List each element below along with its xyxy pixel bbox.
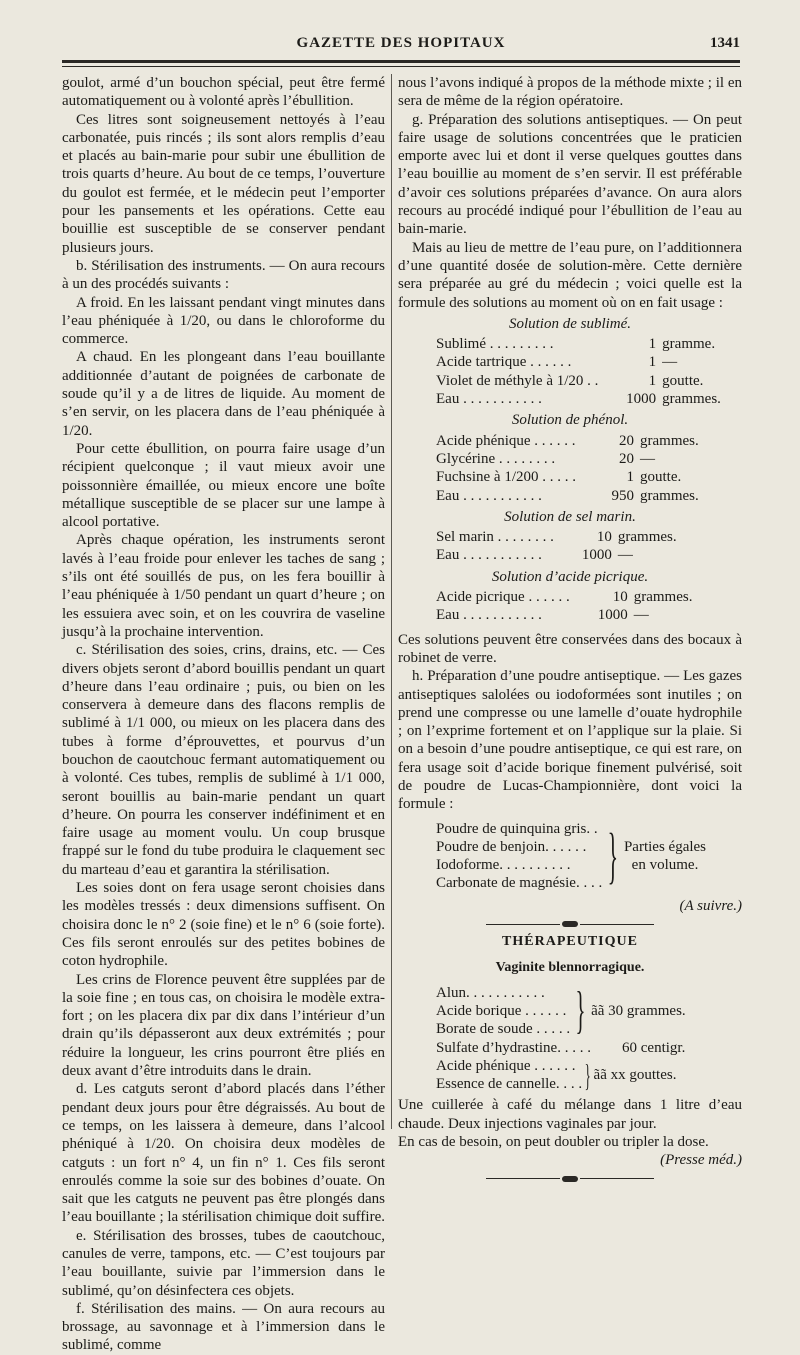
ingredient: Eau . . . . . . . . . . . <box>436 391 542 408</box>
prescription-ingredients <box>436 1057 582 1094</box>
prescription-group <box>436 1057 742 1094</box>
solution-phenol <box>398 411 742 504</box>
unit: grammes. <box>640 487 699 504</box>
ornament-dot <box>562 1176 578 1182</box>
solution-title: Solution de sel marin. <box>504 508 636 525</box>
page-number: 1341 <box>710 35 740 51</box>
prescription-quantity: ãã 30 grammes. <box>591 1002 686 1019</box>
paragraph: g. Préparation des solutions antiseptiques. — On peut faire usage de solutions concentrées que le praticien emporte avec lui et dont il verse quelques gouttes dans l’eau bouillie au moment de s’en servir. Il est préférable d’avoir ces solutions préparées d’avance. On aura alors recours au procédé indiqué pour l’ébullition de l’eau au bain-marie. <box>398 111 742 238</box>
paragraph: d. Les catguts seront d’abord placés dans l’éther pendant deux jours pour être dégraissés. Au bout de ce temps, on les laissera à demeure, dans l’alcool phéniqué à 1/20. On choisira deux modèles de catguts : un fort n° 4, un fin n° 1. Ces fils seront enroulés comme la soie sur des bobines d’ouate. On sait que les catguts ne peuvent pas être plongés dans l’eau bouillante ; la stérilisation chimique doit suffire. <box>62 1081 385 1226</box>
powder-formula <box>436 820 742 893</box>
quantity: 1000 <box>626 391 657 408</box>
solution-acide-picrique <box>398 568 742 625</box>
paragraph: Les soies dont on fera usage seront choisies dans les modèles tressés : deux dimensions suffisent. On choisira donc le n° 2 (soie fine) et le n° 6 (soie forte). Ces fils seront enroulés sur des petites bobines de coton hydrophile. <box>62 880 385 970</box>
ingredient: Acide tartrique . . . . . . <box>436 354 572 371</box>
header-rule-thin <box>62 66 740 67</box>
unit: goutte. <box>640 469 682 486</box>
formula-row <box>436 390 742 408</box>
paragraph: Une cuillerée à café du mélange dans 1 litre d’eau chaude. Deux injections vaginales par jour. <box>398 1097 742 1132</box>
column-divider <box>391 74 392 1129</box>
formula-row <box>436 546 698 564</box>
unit: grammes. <box>617 529 677 546</box>
ingredient: Poudre de quinquina gris. . <box>436 820 598 837</box>
powder-ingredients <box>436 820 602 893</box>
formula-row <box>436 372 742 390</box>
powder-proportion <box>624 838 706 875</box>
formula-row <box>436 353 742 371</box>
ingredient: Sulfate d’hydrastine. . . . . <box>436 1039 591 1056</box>
solution-title: Solution d’acide picrique. <box>491 568 649 585</box>
solution-sel-marin <box>398 508 742 565</box>
ingredient: Acide phénique . . . . . . <box>436 432 576 449</box>
formula-row <box>436 335 742 353</box>
journal-title: GAZETTE DES HOPITAUX <box>296 35 506 51</box>
brace-symbol: } <box>584 1057 591 1094</box>
formula-row <box>436 487 720 505</box>
ingredient: Eau . . . . . . . . . . . <box>436 607 542 624</box>
paragraph: Mais au lieu de mettre de l’eau pure, on l’additionnera d’une quantité dosée de solution-mère. Cette dernière sera préparée au gré du médecin ; voici quelle est la formule des solutions au moment où on en fait usage : <box>398 239 742 311</box>
paragraph: h. Préparation d’une poudre antiseptique. — Les gazes antiseptiques salolées ou iodoformées sont inutiles ; on prend une compresse ou une lamelle d’ouate hydrophile ; on l’exprime fortement et on l’applique sur la plaie. Si on a besoin d’une poudre antiseptique, ce qui est rare, on fera usage soit d’acide borique finement pulvérisé, soit de poudre de Lucas-Championnière, dont voici la formule : <box>398 668 742 813</box>
ingredient: Borate de soude . . . . . <box>436 1021 571 1038</box>
formula-row <box>436 450 720 468</box>
ornament-dot <box>562 921 578 927</box>
ingredient: Acide borique . . . . . . <box>436 1002 567 1019</box>
subsection-title: Vaginite blennorragique. <box>495 960 645 976</box>
section-title: THÉRAPEUTIQUE <box>502 934 638 950</box>
ingredient: Sublimé . . . . . . . . . <box>436 336 554 353</box>
unit: grammes. <box>640 432 699 449</box>
paragraph: Les crins de Florence peuvent être supplées par de la soie fine ; en tous cas, on choisira le modèle extra-fort ; on les placera dix par dix dans l’intérieur d’un drain qu’ils dépasseront aux deux extrémités ; pour réduire la longueur, les crins pourront être pliés en deux avant d’être introduits dans le drain. <box>62 971 385 1080</box>
solution-title: Solution de phénol. <box>511 412 629 429</box>
formula-row <box>436 468 720 486</box>
header-rule <box>62 60 740 63</box>
ingredient: Sel marin . . . . . . . . <box>436 529 554 546</box>
formula-row <box>436 432 720 450</box>
prescription-quantity: ãã xx gouttes. <box>593 1066 677 1083</box>
unit: gramme. <box>662 336 716 353</box>
ornament-line <box>486 1178 560 1179</box>
paragraph: goulot, armé d’un bouchon spécial, peut être fermé automatiquement ou à volonté après l’ébullition. <box>62 75 385 110</box>
paragraph: Ces solutions peuvent être conservées dans des bocaux à robinet de verre. <box>398 631 742 666</box>
left-column <box>62 74 385 1355</box>
ingredient: Eau . . . . . . . . . . . <box>436 547 542 564</box>
paragraph: Ces litres sont soigneusement nettoyés à l’eau carbonatée, puis rincés ; ils sont alors remplis d’eau et placés au bain-marie pour subir une ébullition de trois quarts d’heure. Au bout de ce temps, l’ouverture du goulot est fermée, et le médecin peut l’emporter pour les pansements et les opérations. Cette eau bouillie est susceptible de se conserver pendant plusieurs jours. <box>62 111 385 256</box>
paragraph: f. Stérilisation des mains. — On aura recours au brossage, au savonnage et à l’immersion dans le sublimé, comme <box>62 1300 385 1354</box>
paragraph: nous l’avons indiqué à propos de la méthode mixte ; il en sera de même de la région opératoire. <box>398 75 742 110</box>
quantity: 1 <box>648 372 657 389</box>
formula-row <box>436 588 714 606</box>
paragraph: En cas de besoin, on peut doubler ou tripler la dose. <box>398 1134 709 1151</box>
ingredient: Glycérine . . . . . . . . <box>436 450 556 467</box>
paragraph: A chaud. En les plongeant dans l’eau bouillante additionnée d’autant de poignées de carbonate de soude qu’il y a de litres de liquide. Au moment de s’en servir, on les placera dans de l’eau phéniquée à 1/20. <box>62 349 385 439</box>
quantity: 1000 <box>581 547 612 564</box>
ingredient: Violet de méthyle à 1/20 . . <box>436 372 599 389</box>
formula-table <box>436 528 698 565</box>
ingredient: Acide phénique . . . . . . <box>436 1057 576 1074</box>
quantity: 20 <box>619 450 634 467</box>
separator-ornament <box>398 1176 742 1182</box>
prescription-ingredients <box>436 984 570 1039</box>
quantity: 950 <box>611 487 634 504</box>
unit: — <box>640 450 655 467</box>
ornament-line <box>580 924 654 925</box>
solution-title: Solution de sublimé. <box>508 315 632 332</box>
unit: — <box>662 354 678 371</box>
brace-symbol: } <box>575 982 586 1040</box>
quantity: 10 <box>596 529 612 546</box>
formula-table <box>436 432 720 505</box>
ingredient: Essence de cannelle. . . . <box>436 1076 583 1093</box>
formula-table <box>436 335 742 408</box>
ingredient: Carbonate de magnésie. . . . <box>436 875 603 892</box>
formula-row <box>436 606 714 624</box>
proportion-line: en volume. <box>631 857 699 874</box>
page-header <box>62 32 740 56</box>
quantity: 1 <box>648 336 657 353</box>
quantity: 10 <box>612 589 628 606</box>
solution-sublime <box>398 315 742 408</box>
ingredient: Alun. . . . . . . . . . . <box>436 984 545 1001</box>
paragraph: c. Stérilisation des soies, crins, drains, etc. — Ces divers objets seront d’abord bouillis pendant un quart d’heure dans l’eau ordinaire ; puis, ou bien on les conservera à demeure dans des flacons remplis de sublimé à 1/1 000, ou mieux on les placera dans des tubes à forme d’éprouvettes, et pourvus d’un bouchon de caoutchouc fermant automatiquement ou à volonté. Ces tubes, remplis de sublimé à 1/1 000, seront bouillis au bain-marie pendant un quart d’heure. On pourra les conserver indéfiniment et en faire usage au moment voulu. Un coup brusque frappé sur le fond du tube produira le claquement sec du marteau d’eau et garantira la stérilisation. <box>62 642 385 878</box>
prescription-group <box>436 984 742 1039</box>
formula-table <box>436 588 714 625</box>
ornament-line <box>486 924 560 925</box>
paragraph: Pour cette ébullition, on pourra faire usage d’un récipient quelconque ; il vaut mieux avoir une poissonnière émaillée, ou mieux encore une boîte métallique susceptible de se placer sur une lampe à alcool portative. <box>62 440 385 531</box>
quantity: 1 <box>648 354 657 371</box>
ingredient: Poudre de benjoin. . . . . . <box>436 838 587 855</box>
source-citation: (Presse méd.) <box>660 1152 742 1169</box>
prescription-single <box>436 1039 742 1057</box>
paragraph: e. Stérilisation des brosses, tubes de caoutchouc, canules de verre, tampons, etc. — C’est toujours par l’eau bouillante, suivie par l’immersion dans le sublimé, qu’on désinfectera ces objets. <box>62 1227 385 1299</box>
ingredient: Iodoforme. . . . . . . . . . <box>436 857 571 874</box>
prescription-quantity: 60 centigr. <box>622 1039 686 1056</box>
quantity: 1000 <box>597 607 628 624</box>
paragraph: Après chaque opération, les instruments seront lavés à l’eau froide pour enlever les taches de sang ; s’ils ont été souillés de pus, on les fera bouillir à l’eau phéniquée à 1/50 pendant un quart d’heure ; on les essuiera avec soin, et on les couvrira de vaseline jusqu’à la prochaine intervention. <box>62 532 385 640</box>
ingredient: Eau . . . . . . . . . . . <box>436 487 542 504</box>
to-be-continued: (A suivre.) <box>679 897 742 914</box>
ingredient: Acide picrique . . . . . . <box>436 589 570 606</box>
quantity: 1 <box>626 469 634 486</box>
brace-symbol: } <box>607 822 619 891</box>
right-column <box>398 74 742 1188</box>
proportion-line: Parties égales <box>623 838 707 855</box>
ingredient: Fuchsine à 1/200 . . . . . <box>436 469 576 486</box>
unit: grammes. <box>633 589 693 606</box>
ornament-line <box>580 1178 654 1179</box>
formula-row <box>436 528 698 546</box>
paragraph: A froid. En les laissant pendant vingt minutes dans l’eau phéniquée à 1/20, ou dans le chloroforme du commerce. <box>62 294 385 348</box>
quantity: 20 <box>619 432 634 449</box>
unit: grammes. <box>662 391 721 408</box>
unit: — <box>617 547 633 564</box>
unit: — <box>633 607 649 624</box>
unit: goutte. <box>662 372 704 389</box>
separator-ornament <box>398 921 742 927</box>
paragraph: b. Stérilisation des instruments. — On aura recours à un des procédés suivants : <box>62 257 385 293</box>
